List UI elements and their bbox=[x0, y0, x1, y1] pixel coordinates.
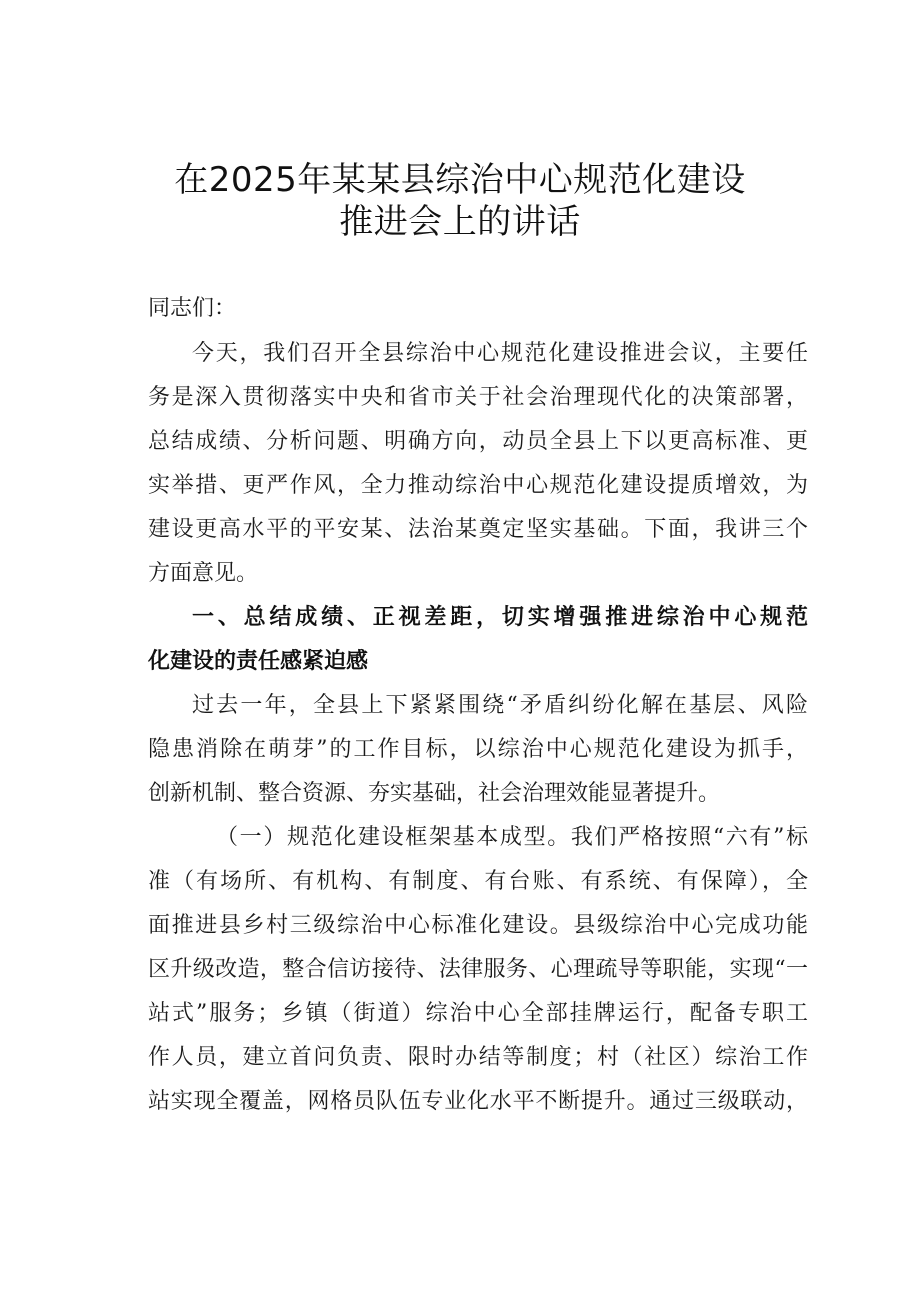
document-title-line-1: 在2025年某某县综治中心规范化建设 bbox=[174, 160, 746, 200]
paragraph-line: 站实现全覆盖，网格员队伍专业化水平不断提升。通过三级联动， bbox=[148, 1089, 808, 1114]
paragraph-line: 区升级改造，整合信访接待、法律服务、心理疏导等职能，实现“一 bbox=[148, 957, 808, 982]
paragraph-line: 今天，我们召开全县综治中心规范化建设推进会议，主要任 bbox=[192, 341, 808, 366]
salutation: 同志们： bbox=[148, 296, 237, 321]
paragraph-line: 实举措、更严作风，全力推动综治中心规范化建设提质增效，为 bbox=[148, 473, 808, 498]
paragraph-line: 准（有场所、有机构、有制度、有台账、有系统、有保障），全 bbox=[148, 869, 808, 894]
paragraph-line: 创新机制、整合资源、夯实基础，社会治理效能显著提升。 bbox=[148, 781, 721, 806]
paragraph-line: 过去一年，全县上下紧紧围绕“矛盾纠纷化解在基层、风险 bbox=[192, 693, 808, 718]
paragraph-line: 隐患消除在萌芽”的工作目标，以综治中心规范化建设为抓手， bbox=[148, 737, 808, 762]
section-heading-line: 化建设的责任感紧迫感 bbox=[148, 649, 369, 674]
paragraph-line: （一）规范化建设框架基本成型。我们严格按照“六有”标 bbox=[216, 825, 808, 850]
paragraph-line: 务是深入贯彻落实中央和省市关于社会治理现代化的决策部署， bbox=[148, 385, 808, 410]
document-title-line-2: 推进会上的讲话 bbox=[339, 202, 581, 242]
section-heading-line: 一、总结成绩、正视差距，切实增强推进综治中心规范 bbox=[192, 605, 808, 630]
paragraph-line: 作人员，建立首问负责、限时办结等制度；村（社区）综治工作 bbox=[148, 1045, 808, 1070]
paragraph-line: 方面意见。 bbox=[148, 561, 259, 586]
paragraph-line: 总结成绩、分析问题、明确方向，动员全县上下以更高标准、更 bbox=[148, 429, 808, 454]
paragraph-line: 建设更高水平的平安某、法治某奠定坚实基础。下面，我讲三个 bbox=[148, 517, 808, 542]
paragraph-line: 面推进县乡村三级综治中心标准化建设。县级综治中心完成功能 bbox=[148, 913, 808, 938]
paragraph-line: 站式”服务；乡镇（街道）综治中心全部挂牌运行，配备专职工 bbox=[148, 1001, 808, 1026]
